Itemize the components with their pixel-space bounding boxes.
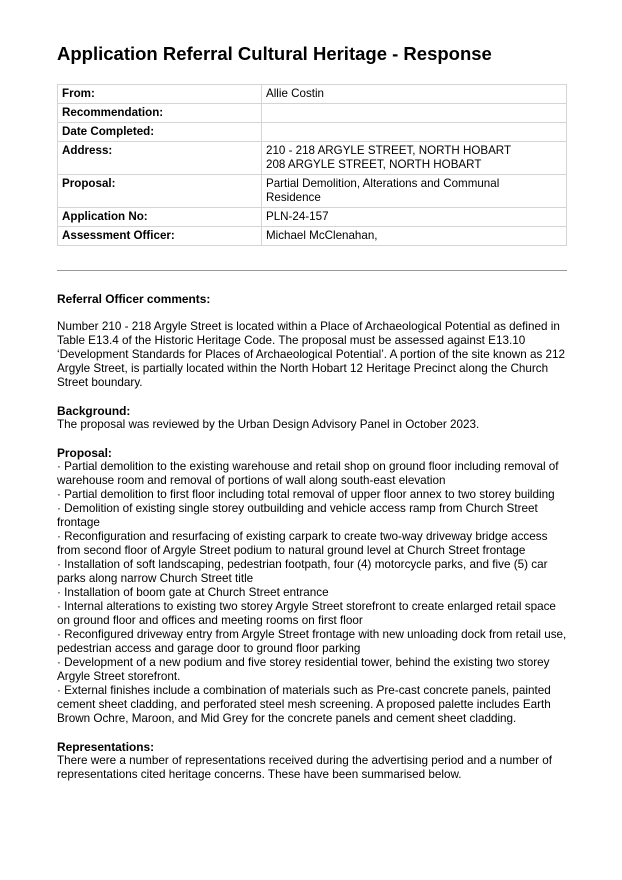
info-label: Assessment Officer: (58, 227, 262, 246)
proposal-list (57, 460, 569, 726)
background-paragraph: The proposal was reviewed by the Urban Design Advisory Panel in October 2023. (57, 418, 480, 431)
info-value-line: Michael McClenahan, (266, 229, 378, 242)
info-value-line: 208 ARGYLE STREET, NORTH HOBART (266, 158, 482, 171)
info-value (262, 85, 567, 104)
info-row (58, 104, 567, 123)
proposal-item: · Internal alterations to existing two storey Argyle Street storefront to create enlarged retail space on ground floor and offices and meeting rooms on first floor (57, 600, 556, 627)
proposal-item: · Installation of boom gate at Church Street entrance (57, 586, 329, 599)
info-label: Proposal: (58, 175, 262, 208)
info-row (58, 227, 567, 246)
document-body (57, 292, 569, 782)
info-value-line: 210 - 218 ARGYLE STREET, NORTH HOBART (266, 144, 512, 157)
representations-paragraph: There were a number of representations received during the advertising period and a number of representations cited heritage concerns. These have been summarised below. (57, 754, 553, 781)
proposal-item: · Partial demolition to first floor including total removal of upper floor annex to two storey building (57, 488, 555, 501)
info-value (262, 208, 567, 227)
representations-heading: Representations: (57, 740, 155, 754)
proposal-item: · Reconfigured driveway entry from Argyle Street frontage with new unloading dock from retail use, pedestrian access and garage door to ground floor parking (57, 628, 567, 655)
info-value-line: PLN-24-157 (266, 210, 329, 223)
info-value (262, 227, 567, 246)
proposal-item: · Installation of soft landscaping, pedestrian footpath, four (4) motorcycle parks, and five (5) car parks along narrow Church Street title (57, 558, 548, 585)
info-value (262, 142, 567, 175)
page-title: Application Referral Cultural Heritage - Response (57, 43, 492, 64)
proposal-heading: Proposal: (57, 446, 112, 460)
info-label: From: (58, 85, 262, 104)
info-value-line: Residence (266, 191, 321, 204)
info-value-line (266, 106, 562, 120)
proposal-item: · External finishes include a combination of materials such as Pre-cast concrete panels, painted cement sheet cladding, and perforated steel mesh screening. A proposed palette includes Earth Brown Ochre, Maroon, and Mid Grey for the concrete panels and cement sheet cladding. (57, 684, 551, 725)
info-value-line: Allie Costin (266, 87, 324, 100)
info-label: Recommendation: (58, 104, 262, 123)
info-value-line: Partial Demolition, Alterations and Communal (266, 177, 500, 190)
info-label: Application No: (58, 208, 262, 227)
info-label: Address: (58, 142, 262, 175)
info-value (262, 104, 567, 123)
info-label: Date Completed: (58, 123, 262, 142)
info-row (58, 123, 567, 142)
proposal-item: · Development of a new podium and five storey residential tower, behind the existing two storey Argyle Street storefront. (57, 656, 550, 683)
info-value (262, 123, 567, 142)
proposal-item: · Demolition of existing single storey outbuilding and vehicle access ramp from Church Street frontage (57, 502, 538, 529)
info-row (58, 85, 567, 104)
referral-paragraph: Number 210 - 218 Argyle Street is located within a Place of Archaeological Potential as defined in Table E13.4 of the Historic Heritage Code. The proposal must be assessed against E13.10 ‘Development Standards for Places of Archaeological Potential’. A portion of the site known as 212 Argyle Street, is partially located within the North Hobart 12 Heritage Precinct along the Church Street boundary. (57, 320, 566, 389)
info-value (262, 175, 567, 208)
info-row (58, 142, 567, 175)
application-info-table (57, 84, 567, 246)
referral-heading: Referral Officer comments: (57, 292, 211, 306)
proposal-item: · Reconfiguration and resurfacing of existing carpark to create two-way driveway bridge access from second floor of Argyle Street podium to natural ground level at Church Street frontage (57, 530, 548, 557)
info-value-line (266, 125, 562, 139)
info-row (58, 175, 567, 208)
proposal-item: · Partial demolition to the existing warehouse and retail shop on ground floor including removal of warehouse room and removal of portions of wall along south-east elevation (57, 460, 559, 487)
background-heading: Background: (57, 404, 131, 418)
section-divider (57, 270, 567, 271)
info-row (58, 208, 567, 227)
